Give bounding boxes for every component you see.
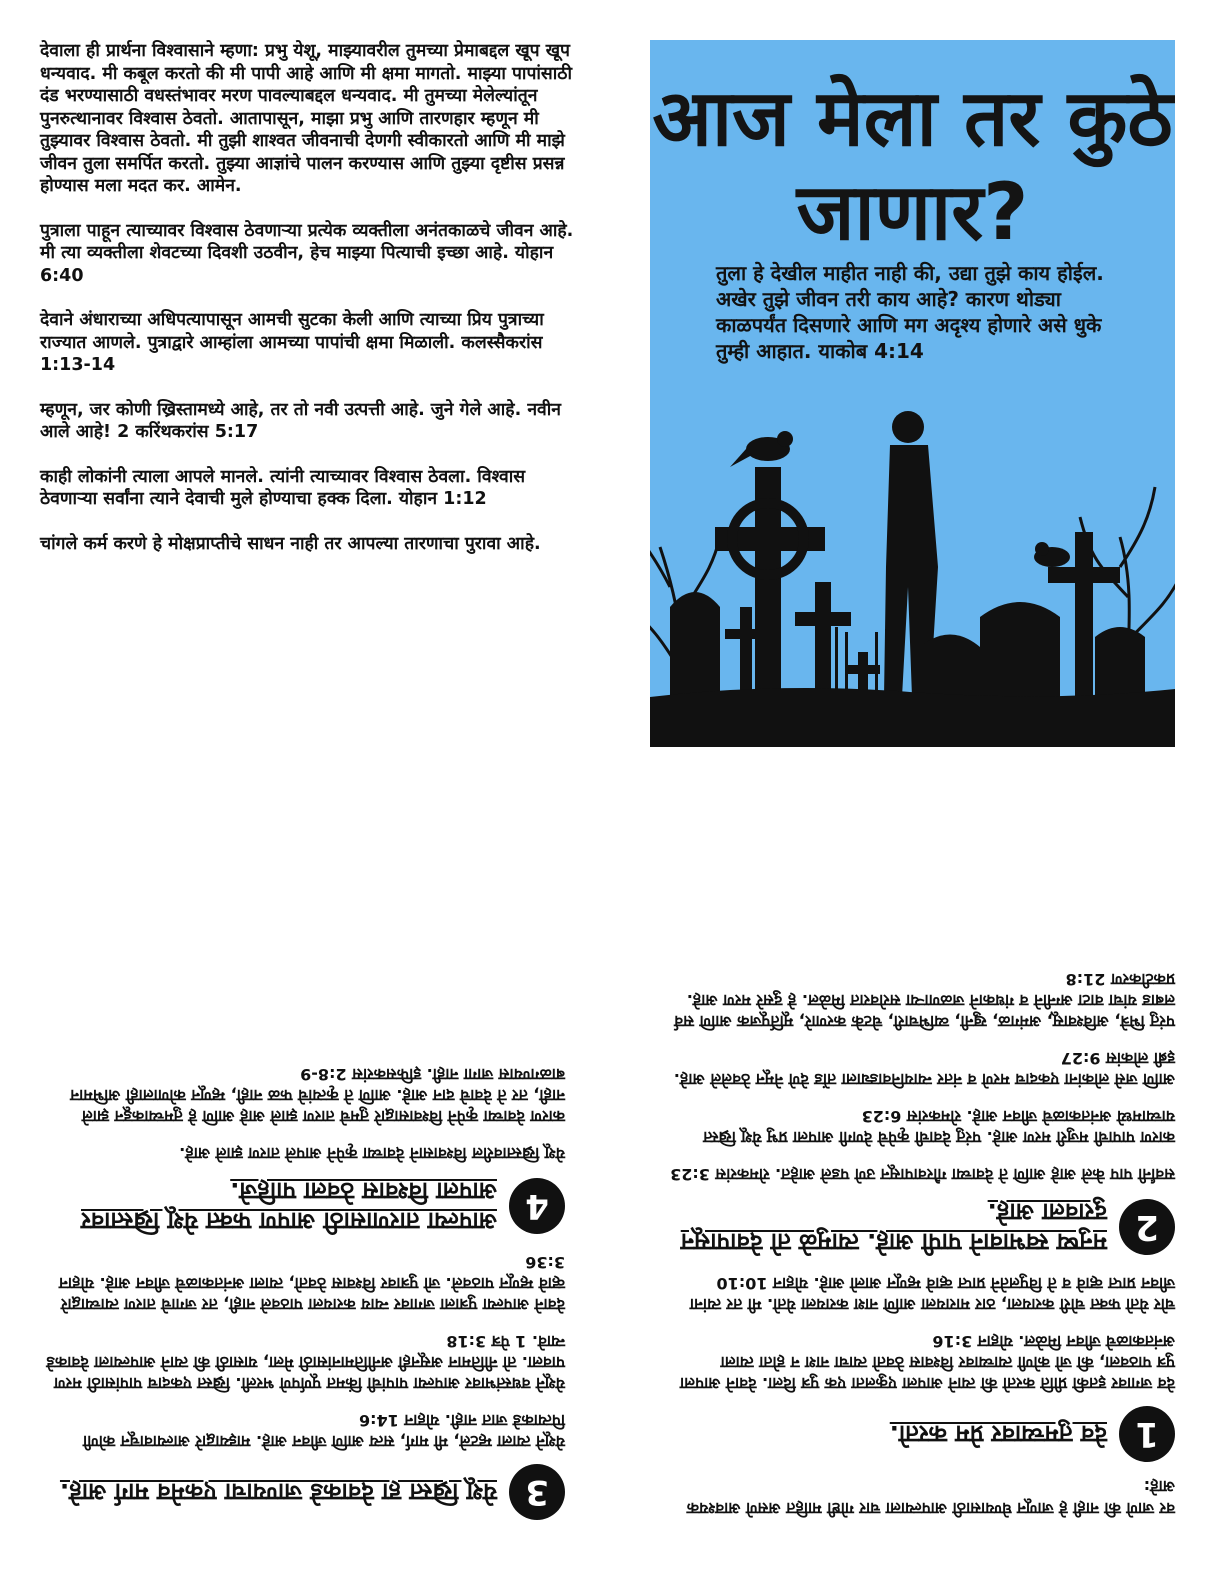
section-4-number: 4 xyxy=(509,1178,565,1234)
prayer-paragraph-1: देवाला ही प्रार्थना विश्वासाने म्हणा: प्रभु येशू, माझ्यावरील तुमच्या प्रेमाबद्दल खूप खूप धन्यवाद. मी कबूल करतो की मी पापी आहे आणि मी क्षमा मागतो. माझ्या पापांसाठी दंड भरण्यासाठी वधस्तंभावर मरण पावल्याबद्दल धन्यवाद. मी तुमच्या मेलेल्यांतून पुनरुत्थानावर विश्वास ठेवतो. आतापासून, माझा प्रभु आणि तारणहार म्हणून मी तुझ्यावर विश्वास ठेवतो. मी तुझी शाश्वत जीवनाची देणगी स्वीकारतो आणि मी माझे जीवन तुला समर्पित करतो. तुझ्या आज्ञांचे पालन करण्यास आणि तुझ्या दृष्टीस प्रसन्न होण्यास मला मदत कर. आमेन. xyxy=(40,41,572,196)
cover-verse: तुला हे देखील माहीत नाही की, उद्या तुझे काय होईल. अखेर तुझे जीवन तरी काय आहे? कारण थोड्या काळपर्यंत दिसणारे आणि मग अदृश्य होणारे असे धुके तुम्ही आहात. याकोब 4:14 xyxy=(716,261,1104,363)
section-3-paragraph-1: येशूने त्याला म्हटले, मी मार्ग, सत्य आणि जीवन आहे. माझ्याद्वारे आल्यावाचून कोणी पित्याकडे जात नाही. योहान 14:6 xyxy=(82,1411,565,1451)
section-2-heading xyxy=(665,1197,1175,1257)
section-4-paragraph-2: कारण देवाच्या कृपेने विश्वासाद्वारे तुमचे तारण झाले आहे आणि हे तुमच्याकडून झाले नाही, तर ते देवाचे दान आहे. आणि ते कृत्यांचे फळ नाही, म्हणून कोणालाही अभिमान बाळगण्यास जागा नाही. इफिसकरांस 2:8-9 xyxy=(70,1065,565,1126)
closing-statement: चांगले कर्म करणे हे मोक्षप्राप्तीचे साधन नाही तर आपल्या तारणाचा पुरावा आहे. xyxy=(40,533,541,554)
section-2-paragraph-4: परंतु भित्रे, अविश्वासू, अमंगळ, खुनी, व्यभिचारी, चेटके करणारे, मूर्तिपूजक आणि सर्व लबाड यांचा वाटा अग्नीने व गंधकाने जळणाऱ्या सरोवरात मिळेल. हे दुसरे मरण आहे. प्रकटीकरण 21:8 xyxy=(674,970,1175,1031)
section-3-number: 3 xyxy=(509,1464,565,1520)
section-1-paragraph-1: देव जगावर इतकी प्रीति करतो की त्याने आपला एकुलता एक पुत्र दिला. देवाने आपला पुत्र पाठवला, की जो कोणी त्याच्यावर विश्वास ठेवतो त्याचा नाश न होता त्याला अनंतकाळचे जीवन मिळेल. योहान 3:16 xyxy=(680,1332,1175,1393)
section-3-paragraph-3: देवाने आपल्या पुत्राला जगावर न्याय करायला पाठवले नाही, तर जगाचे तारण त्याच्याद्वारे व्हावे म्हणून पाठवले. जो पुत्रावर विश्वास ठेवतो, त्याला अनंतकाळचे जीवन आहे. योहान 3:36 xyxy=(58,1253,565,1314)
section-3-heading xyxy=(45,1464,565,1520)
section-2-paragraph-3: आणि जसे लोकांना एकदाच मरणे व नंतर न्यायनिवाड्याला तोंड देणे नेमून ठेवलेले आहे. इब्री लोकांस 9:27 xyxy=(673,1049,1175,1089)
cover-title: आज मेला तर कुठे जाणार? xyxy=(652,74,1173,258)
section-2-title: मनुष्य स्वभावाने पापी आहे. त्यामुळे तो देवापासून दुरावला आहे. xyxy=(680,1198,1107,1256)
section-2-number: 2 xyxy=(1119,1199,1175,1255)
section-3-title: येशू ख्रिस्त हा देवाकडे जाण्याचा एकमेव मार्ग आहे. xyxy=(59,1478,497,1506)
verse-john-1-12: काही लोकांनी त्याला आपले मानले. त्यांनी त्याच्यावर विश्वास ठेवला. विश्वास ठेवणाऱ्या सर्वांना त्याने देवाची मुले होण्याचा हक्क दिला. योहान 1:12 xyxy=(40,466,526,509)
verse-2-corinthians-5-17: म्हणून, जर कोणी ख्रिस्तामध्ये आहे, तर तो नवी उत्पत्ती आहे. जुने गेले आहे. नवीन आले आहे! 2 करिंथकरांस 5:17 xyxy=(40,399,562,442)
section-3-paragraph-2: येशूने वधस्तंभावर आपल्या पापांची किंमत पूर्णपणे भरली. ख्रिस्त एकदाच पापांसाठी मरण पावला. तो नीतिमान असूनही अनीतिमानांसाठी मेला, यासाठी की त्याने आपल्याला देवाकडे न्यावे. 1 पेत्र 3:18 xyxy=(46,1332,565,1393)
points-1-2-panel xyxy=(665,840,1175,1520)
section-4-paragraph-1: येशू ख्रिस्तावरील विश्वासाने देवाच्या कृपेने आपले तारण झाले आहे. xyxy=(179,1144,565,1163)
section-1-paragraph-2: चोर येतो फक्त चोरी करायला, ठार मारायला आणि नाश करायला येतो. मी तर त्यांना जीवन प्राप्त व्हावे व ते विपुलतेने प्राप्त व्हावे म्हणून आलो आहे. योहान 10:10 xyxy=(689,1274,1175,1314)
verse-john-6-40: पुत्राला पाहून त्याच्यावर विश्वास ठेवणाऱ्या प्रत्येक व्यक्तीला अनंतकाळचे जीवन आहे. मी त्या व्यक्तीला शेवटच्या दिवशी उठवीन, हेच माझ्या पित्याची इच्छा आहे. योहान 6:40 xyxy=(40,220,574,286)
section-2-paragraph-1: सर्वांनी पाप केले आहे आणि ते देवाच्या गौरवापासून उणे पडले आहेत. रोमकरांस 3:23 xyxy=(670,1165,1175,1184)
section-4-title: आपल्या तारणासाठी आपण फक्त येशू ख्रिस्तावर आपला विश्वास ठेवला पाहिजे. xyxy=(81,1177,497,1235)
verse-colossians-1-13: देवाने अंधाराच्या अधिपत्यापासून आमची सुटका केली आणि त्याच्या प्रिय पुत्राच्या राज्यात आणले. पुत्राद्वारे आम्हांला आमच्या पापांची क्षमा मिळाली. कलस्सैकरांस 1:13-14 xyxy=(40,310,544,375)
section-1-heading xyxy=(665,1406,1175,1462)
section-2-paragraph-2: कारण पापाची मजुरी मरण आहे. परंतु देवाची कृपेचे देणगी आपला प्रभु येशू ख्रिस्त याच्यामध्ये अनंतकाळचे जीवन आहे. रोमकरांस 6:23 xyxy=(703,1107,1175,1147)
section-1-number: 1 xyxy=(1119,1406,1175,1462)
cover-panel xyxy=(650,40,1175,747)
graveyard-silhouette-illustration xyxy=(650,367,1175,747)
section-1-title: देव तुमच्यावर प्रेम करतो. xyxy=(889,1420,1107,1448)
section-4-heading xyxy=(45,1176,565,1236)
prayer-panel xyxy=(40,40,580,577)
four-things-intro: वर जाणे की नाही हे जाणून घेण्यासाठी आपल्याला चार गोष्टी माहित असणे आवश्यक आहे: xyxy=(686,1477,1175,1518)
points-3-4-panel xyxy=(45,820,565,1520)
